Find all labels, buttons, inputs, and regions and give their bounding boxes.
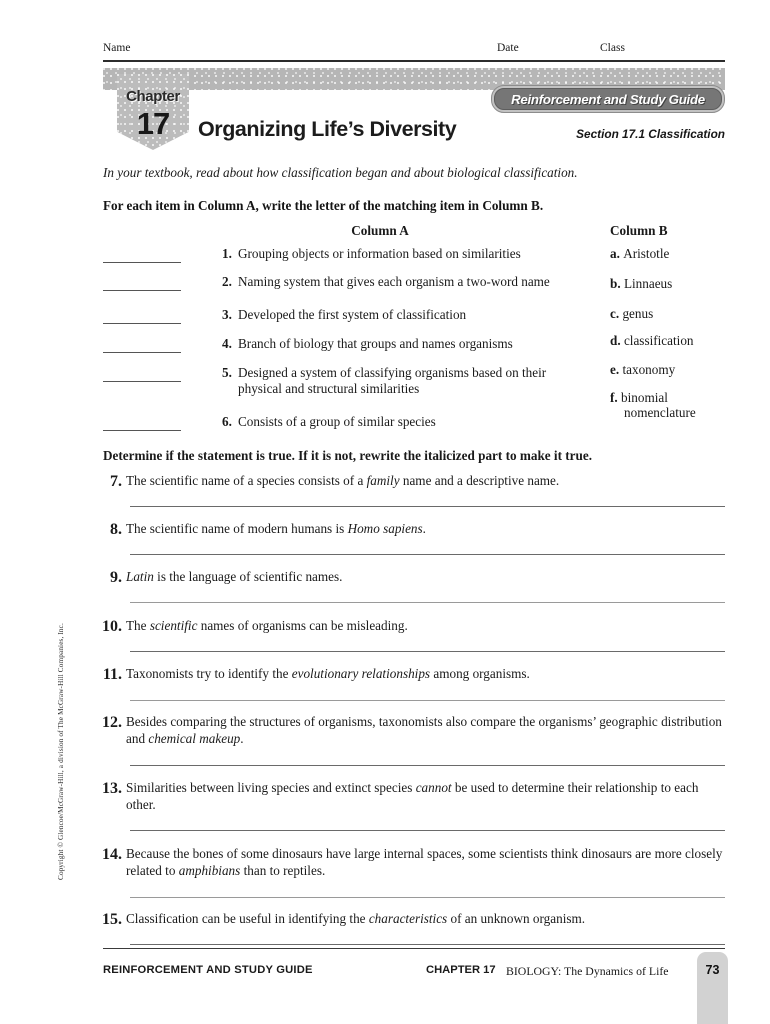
answer-blank[interactable]	[103, 251, 181, 263]
column-b-item	[610, 333, 730, 348]
matching-item-text: Consists of a group of similar species	[238, 414, 436, 429]
footer-divider	[103, 948, 725, 949]
matching-item-number: 2.	[222, 274, 232, 289]
footer-chapter-label: CHAPTER 17	[426, 964, 496, 976]
truefalse-item-number: 12.	[102, 714, 122, 731]
answer-rule-line[interactable]	[130, 554, 725, 555]
truefalse-item-number: 7.	[110, 473, 122, 490]
truefalse-item-text: Latin is the language of scientific names.	[126, 569, 343, 584]
matching-item-text: Grouping objects or information based on similarities	[238, 246, 521, 261]
truefalse-item-number: 8.	[110, 521, 122, 538]
answer-rule-line[interactable]	[130, 506, 725, 507]
truefalse-item-text: Similarities between living species and extinct species cannot be used to determine their relationship to each other.	[126, 780, 699, 812]
answer-blank[interactable]	[103, 312, 181, 324]
page-title: Organizing Life’s Diversity	[198, 117, 457, 141]
class-label: Class	[600, 42, 625, 54]
truefalse-item-number: 9.	[110, 569, 122, 586]
answer-blank[interactable]	[103, 419, 181, 431]
study-guide-banner	[491, 85, 725, 113]
footer-guide-label: REINFORCEMENT AND STUDY GUIDE	[103, 964, 313, 976]
column-b-term: Aristotle	[623, 246, 670, 261]
column-b-term: genus	[622, 306, 654, 321]
answer-rule-line[interactable]	[130, 765, 725, 766]
matching-item-number: 5.	[222, 365, 232, 380]
truefalse-item-text: Besides comparing the structures of organisms, taxonomists also compare the organisms’ geographic distribution and chemical makeup.	[126, 714, 722, 746]
column-b-item	[610, 390, 730, 421]
truefalse-item-number: 10.	[102, 618, 122, 635]
truefalse-item-text: Because the bones of some dinosaurs have large internal spaces, some scientists think dinosaurs are more closely related to amphibians than to reptiles.	[126, 846, 723, 878]
truefalse-item-text: The scientific names of organisms can be misleading.	[126, 618, 408, 633]
column-b-letter: b.	[610, 276, 624, 291]
truefalse-italic-phrase: evolutionary relationships	[291, 666, 431, 681]
study-guide-banner-inner	[494, 88, 722, 110]
truefalse-item-text: Classification can be useful in identifying the characteristics of an unknown organism.	[126, 911, 586, 926]
page-number: 73	[705, 963, 720, 977]
matching-item-text: Naming system that gives each organism a two-word name	[238, 274, 550, 289]
matching-item-number: 1.	[222, 246, 232, 261]
truefalse-item-number: 13.	[102, 780, 122, 797]
truefalse-item-text: Taxonomists try to identify the evolutionary relationships among organisms.	[126, 666, 530, 681]
name-label: Name	[103, 42, 131, 54]
column-b-item	[610, 362, 730, 377]
student-info-row	[103, 42, 725, 62]
study-guide-banner-label: Reinforcement and Study Guide	[511, 91, 705, 107]
column-b-letter: d.	[610, 333, 624, 348]
column-b-term: Linnaeus	[623, 276, 673, 291]
matching-item-text: Designed a system of classifying organisms based on their physical and structural similarities	[238, 365, 547, 396]
column-b-letter: a.	[610, 246, 624, 261]
answer-rule-line[interactable]	[130, 602, 725, 603]
answer-blank[interactable]	[103, 370, 181, 382]
truefalse-italic-phrase: amphibians	[178, 862, 241, 878]
copyright-notice: Copyright © Glencoe/McGraw-Hill, a division of The McGraw-Hill Companies, Inc.	[57, 623, 65, 880]
answer-rule-line[interactable]	[130, 897, 725, 898]
matching-instruction: For each item in Column A, write the letter of the matching item in Column B.	[103, 198, 544, 213]
column-b-item	[610, 246, 730, 261]
truefalse-instruction: Determine if the statement is true. If it is not, rewrite the italicized part to make it true.	[103, 448, 593, 463]
column-b-term: taxonomy	[622, 362, 676, 377]
answer-rule-line[interactable]	[130, 830, 725, 831]
answer-rule-line[interactable]	[130, 944, 725, 945]
date-label: Date	[497, 42, 519, 54]
header-divider	[103, 60, 725, 62]
column-b-term: classification	[623, 333, 694, 348]
column-b-letter: e.	[610, 362, 623, 377]
section-label: Section 17.1 Classification	[576, 127, 725, 141]
chapter-number: 17	[136, 106, 170, 141]
truefalse-italic-phrase: chemical makeup	[148, 730, 241, 746]
truefalse-item-number: 14.	[102, 846, 122, 863]
answer-blank[interactable]	[103, 279, 181, 291]
truefalse-item-number: 15.	[102, 911, 122, 928]
truefalse-italic-phrase: family	[366, 473, 400, 488]
truefalse-italic-phrase: characteristics	[368, 911, 448, 926]
column-a-header: Column A	[351, 223, 409, 238]
matching-item-text: Developed the first system of classification	[238, 307, 467, 322]
footer-book-title: BIOLOGY: The Dynamics of Life	[506, 964, 669, 978]
truefalse-italic-phrase: Latin	[126, 569, 154, 584]
chapter-word: Chapter	[126, 88, 180, 105]
answer-rule-line[interactable]	[130, 651, 725, 652]
truefalse-item-text: The scientific name of a species consists of a family name and a descriptive name.	[126, 473, 560, 488]
truefalse-item-text: The scientific name of modern humans is Homo sapiens.	[126, 521, 426, 536]
truefalse-italic-phrase: Homo sapiens	[347, 521, 423, 536]
column-b-term: binomial	[621, 390, 668, 405]
answer-rule-line[interactable]	[130, 700, 725, 701]
column-b-header: Column B	[610, 223, 668, 238]
truefalse-italic-phrase: cannot	[415, 780, 452, 795]
matching-item-number: 4.	[222, 336, 232, 351]
truefalse-item-number: 11.	[102, 666, 122, 683]
column-b-letter: f.	[610, 390, 621, 405]
matching-item-number: 6.	[222, 414, 232, 429]
column-b-item	[610, 276, 730, 291]
matching-intro: In your textbook, read about how classification began and about biological classification.	[103, 165, 578, 180]
column-b-item	[610, 306, 730, 321]
answer-blank[interactable]	[103, 341, 181, 353]
truefalse-italic-phrase: scientific	[149, 618, 198, 633]
column-b-term-continued: nomenclature	[624, 405, 696, 421]
matching-item-text: Branch of biology that groups and names organisms	[238, 336, 513, 351]
column-b-letter: c.	[610, 306, 623, 321]
matching-item-number: 3.	[222, 307, 232, 322]
